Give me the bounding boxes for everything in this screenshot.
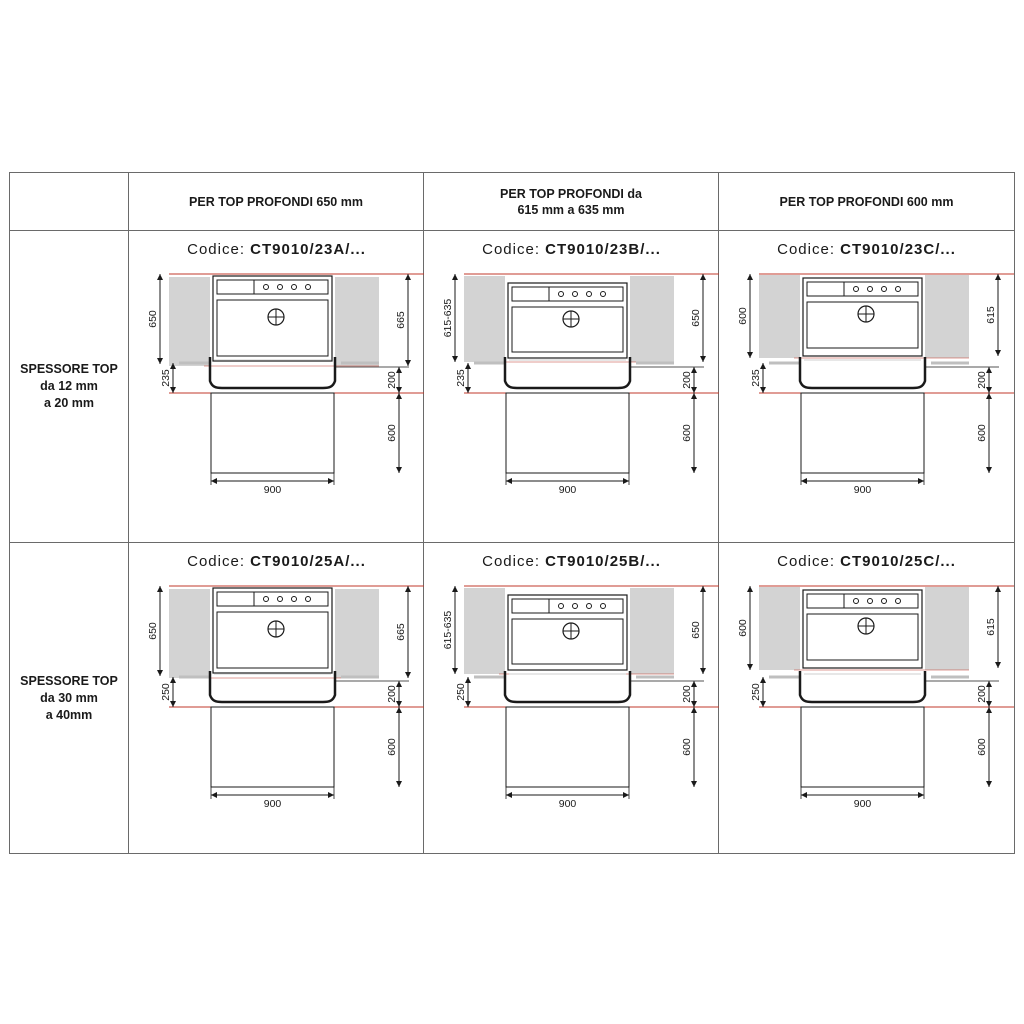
arrow-head (465, 387, 471, 393)
dimension-label: 615 (985, 306, 997, 324)
arrow-head (396, 467, 402, 473)
dimension-label: 600 (737, 619, 749, 637)
arrow-head (157, 358, 163, 364)
arrow-head (452, 586, 458, 592)
arrow-head (700, 586, 706, 592)
diagram-cell (424, 231, 719, 543)
arrow-head (157, 274, 163, 280)
dimension-label: 200 (976, 371, 988, 389)
dimension-label: 650 (147, 310, 159, 328)
arrow-head (801, 792, 807, 798)
sink-outline (508, 595, 627, 670)
dimension-label: 600 (386, 738, 398, 756)
diagram-cell (129, 231, 424, 543)
dimension-label: 200 (386, 371, 398, 389)
product-code: Codice: CT9010/23C/... (777, 241, 956, 258)
arrow-head (691, 781, 697, 787)
product-code: Codice: CT9010/23A/... (187, 241, 366, 258)
sink-outline (213, 588, 332, 673)
sink-profile (800, 671, 925, 702)
sink-outline (508, 283, 627, 358)
countertop-right (630, 276, 674, 362)
dimension-label: 900 (263, 484, 282, 496)
product-code: Codice: CT9010/25B/... (482, 553, 661, 570)
dimension-label: 615-635 (442, 610, 454, 650)
arrow-head (700, 274, 706, 280)
diagram-cell (719, 231, 1014, 543)
arrow-head (995, 274, 1001, 280)
countertop-left (169, 277, 210, 366)
arrow-head (328, 792, 334, 798)
cabinet-outline (801, 393, 924, 473)
arrow-head (995, 662, 1001, 668)
dimension-label: 600 (681, 738, 693, 756)
column-header-600: PER TOP PROFONDI 600 mm (779, 195, 954, 209)
row-header-thin-top: SPESSORE TOP da 12 mm a 20 mm (20, 362, 118, 410)
dimension-label: 600 (976, 738, 988, 756)
countertop-right (335, 589, 379, 678)
dimension-label: 600 (681, 424, 693, 442)
arrow-head (452, 274, 458, 280)
arrow-head (986, 393, 992, 399)
dimension-label: 650 (690, 621, 702, 639)
sink-diagram (129, 543, 424, 855)
dimension-label: 235 (750, 369, 762, 387)
dimension-label: 615-635 (442, 298, 454, 338)
arrow-head (405, 586, 411, 592)
dimension-label: 665 (395, 623, 407, 641)
countertop-right (925, 587, 969, 670)
arrow-head (801, 478, 807, 484)
arrow-head (918, 478, 924, 484)
row-header-thick-top: SPESSORE TOP da 30 mm a 40mm (20, 673, 118, 722)
countertop-left (464, 276, 505, 362)
arrow-head (405, 360, 411, 366)
sink-diagram (424, 231, 719, 543)
countertop-left (759, 587, 800, 670)
dimension-label: 250 (160, 683, 172, 701)
arrow-head (211, 792, 217, 798)
arrow-head (760, 387, 766, 393)
arrow-head (157, 586, 163, 592)
product-code: Codice: CT9010/25A/... (187, 553, 366, 570)
sink-outline (803, 590, 922, 668)
sink-profile (505, 671, 630, 702)
arrow-head (328, 478, 334, 484)
dimension-label: 235 (160, 369, 172, 387)
sink-diagram (719, 543, 1014, 855)
arrow-head (506, 478, 512, 484)
dimension-label: 250 (455, 683, 467, 701)
countertop-right (630, 588, 674, 674)
arrow-head (157, 670, 163, 676)
arrow-head (452, 668, 458, 674)
dimension-label: 200 (681, 685, 693, 703)
sink-outline (213, 276, 332, 361)
arrow-head (452, 356, 458, 362)
dimension-label: 900 (263, 798, 282, 810)
arrow-head (747, 352, 753, 358)
sink-diagram (719, 231, 1014, 543)
dimension-label: 250 (750, 683, 762, 701)
arrow-head (465, 363, 471, 369)
arrow-head (986, 781, 992, 787)
countertop-left (169, 589, 210, 678)
sink-outline (803, 278, 922, 356)
diagram-cell (719, 543, 1014, 855)
product-code: Codice: CT9010/25C/... (777, 553, 956, 570)
arrow-head (396, 781, 402, 787)
arrow-head (747, 664, 753, 670)
diagram-cell (129, 543, 424, 855)
dimension-label: 665 (395, 311, 407, 329)
dimension-label: 900 (558, 798, 577, 810)
countertop-left (464, 588, 505, 674)
dimension-label: 650 (147, 622, 159, 640)
arrow-head (760, 701, 766, 707)
arrow-head (700, 356, 706, 362)
sink-profile (800, 357, 925, 388)
arrow-head (995, 586, 1001, 592)
arrow-head (760, 363, 766, 369)
arrow-head (995, 350, 1001, 356)
arrow-head (986, 467, 992, 473)
countertop-right (925, 275, 969, 358)
dimension-label: 600 (737, 307, 749, 325)
dimension-label: 600 (386, 424, 398, 442)
arrow-head (396, 707, 402, 713)
arrow-head (170, 701, 176, 707)
countertop-right (335, 277, 379, 366)
arrow-head (760, 677, 766, 683)
column-header-650: PER TOP PROFONDI 650 mm (189, 195, 363, 209)
dimension-label: 600 (976, 424, 988, 442)
sink-profile (210, 357, 335, 388)
cabinet-outline (506, 393, 629, 473)
cabinet-outline (801, 707, 924, 787)
dimension-label: 235 (455, 369, 467, 387)
column-header-615-635: PER TOP PROFONDI da 615 mm a 635 mm (500, 187, 642, 217)
diagram-cell (424, 543, 719, 855)
dimension-label: 615 (985, 618, 997, 636)
arrow-head (691, 467, 697, 473)
arrow-head (918, 792, 924, 798)
spec-table (9, 172, 1015, 854)
arrow-head (396, 393, 402, 399)
sink-diagram (129, 231, 424, 543)
dimension-label: 900 (853, 484, 872, 496)
cabinet-outline (506, 707, 629, 787)
arrow-head (506, 792, 512, 798)
arrow-head (465, 677, 471, 683)
sink-profile (210, 671, 335, 702)
arrow-head (170, 387, 176, 393)
dimension-label: 200 (681, 371, 693, 389)
arrow-head (747, 586, 753, 592)
cabinet-outline (211, 393, 334, 473)
cabinet-outline (211, 707, 334, 787)
arrow-head (405, 672, 411, 678)
arrow-head (747, 274, 753, 280)
arrow-head (986, 707, 992, 713)
arrow-head (623, 792, 629, 798)
arrow-head (691, 393, 697, 399)
arrow-head (405, 274, 411, 280)
arrow-head (211, 478, 217, 484)
dimension-label: 900 (853, 798, 872, 810)
arrow-head (623, 478, 629, 484)
sink-diagram (424, 543, 719, 855)
arrow-head (700, 668, 706, 674)
arrow-head (465, 701, 471, 707)
arrow-head (691, 707, 697, 713)
product-code: Codice: CT9010/23B/... (482, 241, 661, 258)
dimension-label: 200 (976, 685, 988, 703)
dimension-label: 900 (558, 484, 577, 496)
dimension-label: 200 (386, 685, 398, 703)
dimension-label: 650 (690, 309, 702, 327)
countertop-left (759, 275, 800, 358)
